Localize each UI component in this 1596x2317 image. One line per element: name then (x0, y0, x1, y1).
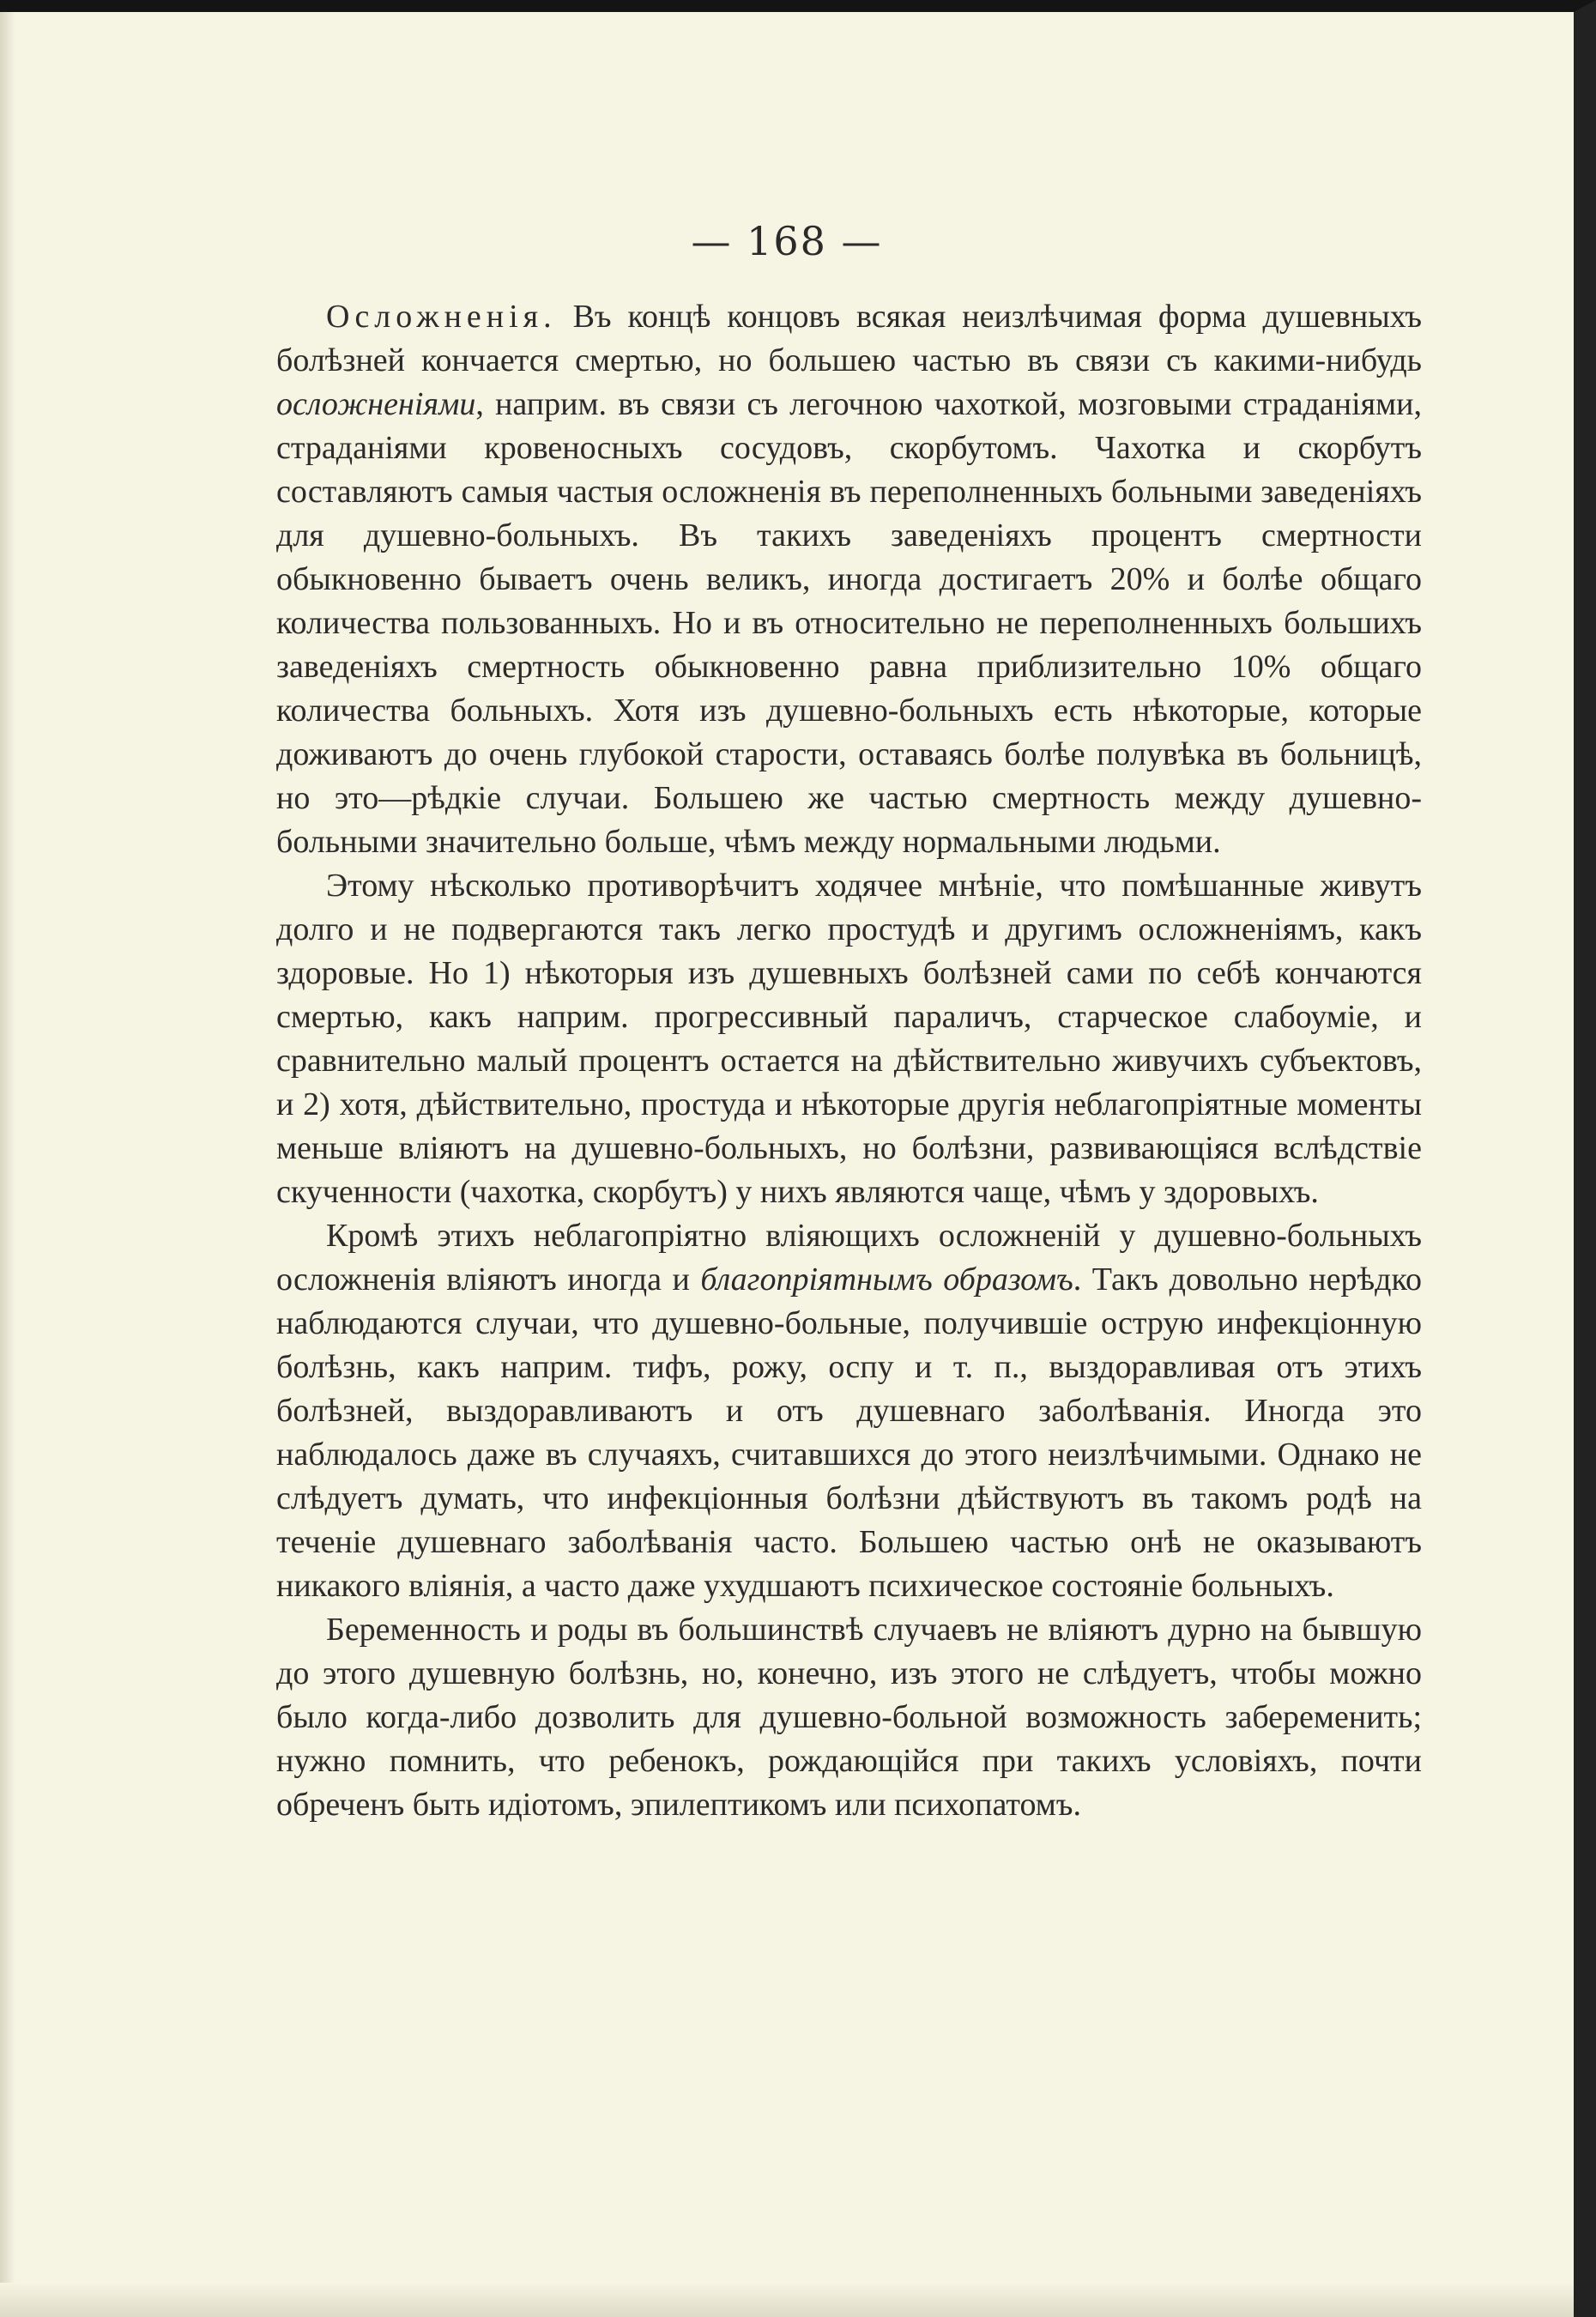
paragraph-text-segment: Кромѣ этихъ неблагопріятно вліяющихъ осложненій у душевно-больныхъ осложненія вліяютъ иногда и (276, 1218, 1422, 1298)
paragraph-text-segment: , наприм. въ связи съ легочною чахоткой, мозговыми страданіями, страданіями кровеносныхъ сосудовъ, скорбутомъ. Чахотка и скорбутъ составляютъ самыя частыя осложненія въ переполненныхъ больными заведеніяхъ для душевно-больныхъ. Въ такихъ заведеніяхъ процентъ смертности обыкновенно бываетъ очень великъ, иногда достигаетъ 20% и болѣе общаго количества пользованныхъ. Но и въ относительно не переполненныхъ большихъ заведеніяхъ смертность обыкновенно равна приблизительно 10% общаго количества больныхъ. Хотя изъ душевно-больныхъ есть нѣкоторые, которые доживаютъ до очень глубокой старости, оставаясь болѣе полувѣка въ больницѣ, но это—рѣдкіе случаи. Большею же частью смертность между душевно-больными значительно больше, чѣмъ между нормальными людьми. (276, 386, 1422, 860)
paragraph-pregnancy: Беременность и роды въ большинствѣ случаевъ не вліяютъ дурно на бывшую до этого душевную болѣзнь, но, конечно, изъ этого не слѣдуетъ, чтобы можно было когда-либо дозволить для душевно-больной возможность забеременить; нужно помнить, что ребенокъ, рождающійся при такихъ условіяхъ, почти обреченъ быть идіотомъ, эпилептикомъ или психопатомъ. (276, 1612, 1422, 1823)
paragraph-text-segment: Въ концѣ концовъ всякая неизлѣчимая форма душевныхъ болѣзней кончается смертью, но большею частью въ связи съ какими-нибудь (276, 299, 1422, 378)
paragraph-longevity: Этому нѣсколько противорѣчитъ ходячее мнѣніе, что помѣшанные живутъ долго и не подвергаются такъ легко простудѣ и другимъ осложненіямъ, какъ здоровые. Но 1) нѣкоторыя изъ душевныхъ болѣзней сами по себѣ кончаются смертью, какъ наприм. прогрессивный параличъ, старческое слабоуміе, и сравнительно малый процентъ остается на дѣйствительно живучихъ субъектовъ, и 2) хотя, дѣйствительно, простуда и нѣкоторые другія неблагопріятные моменты меньше вліяютъ на душевно-больныхъ, но болѣзни, развивающіяся вслѣдствіе скученности (чахотка, скорбутъ) у нихъ являются чаще, чѣмъ у здоровыхъ. (276, 868, 1422, 1210)
paragraph-complications (276, 295, 1422, 864)
italic-term: осложненіями (276, 386, 476, 422)
italic-term: благопріятнымъ образомъ (700, 1261, 1073, 1298)
section-lead-word: Осложненія. (326, 299, 557, 335)
paragraph-favorable (276, 1214, 1422, 1608)
paragraph-text-segment: . Такъ довольно нерѣдко наблюдаются случаи, что душевно-больные, получившіе острую инфекціонную болѣзнь, какъ наприм. тифъ, рожу, оспу и т. п., выздоравливая отъ этихъ болѣзней, выздоравливаютъ и отъ душевнаго заболѣванія. Иногда это наблюдалось даже въ случаяхъ, считавшихся до этого неизлѣчимыми. Однако не слѣдуетъ думать, что инфекціонныя болѣзни дѣйствуютъ въ такомъ родѣ на теченіе душевнаго заболѣванія часто. Большею частью онѣ не оказываютъ никакого вліянія, а часто даже ухудшаютъ психическое состояніе больныхъ. (276, 1261, 1422, 1604)
page-number: — 168 — (691, 218, 883, 264)
page-spine-shadow (0, 12, 15, 2317)
body-text (276, 295, 1422, 1827)
page-bottom-shade (0, 2283, 1574, 2317)
